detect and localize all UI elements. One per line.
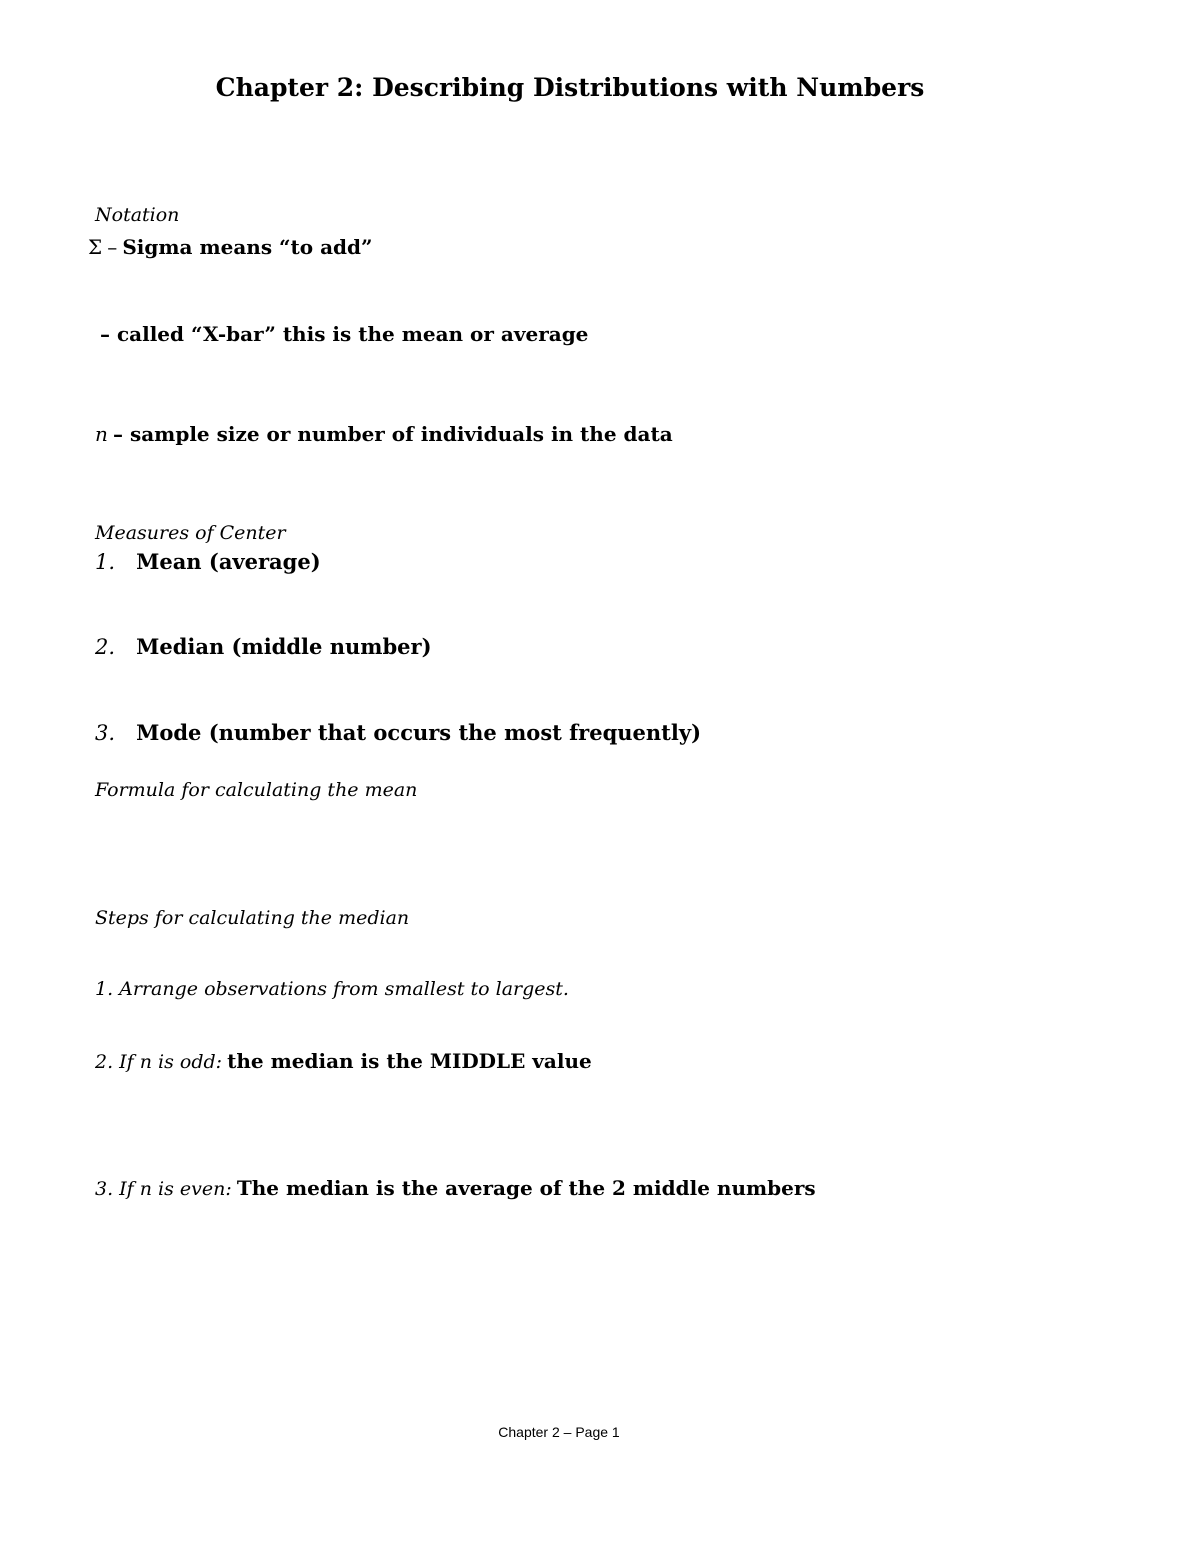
sigma-symbol: Σ xyxy=(88,235,103,259)
measure-text: Median (middle number) xyxy=(136,634,432,659)
page-title: Chapter 2: Describing Distributions with Numbers xyxy=(215,73,925,102)
sigma-dash: – xyxy=(107,235,118,259)
measure-text: Mean (average) xyxy=(136,549,321,574)
n-definition xyxy=(95,420,673,450)
measure-number: 3. xyxy=(95,721,116,745)
step-text: the median is the MIDDLE value xyxy=(227,1049,592,1073)
n-symbol: n xyxy=(95,422,108,446)
xbar-definition: – called “X-bar” this is the mean or average xyxy=(100,322,589,346)
measures-heading: Measures of Center xyxy=(95,522,286,544)
step-text: The median is the average of the 2 middle numbers xyxy=(236,1176,816,1200)
measure-number: 1. xyxy=(95,550,116,574)
measure-item xyxy=(95,719,701,749)
measure-item xyxy=(95,548,321,578)
notation-heading: Notation xyxy=(95,204,180,226)
formula-heading: Formula for calculating the mean xyxy=(95,779,418,801)
measure-number: 2. xyxy=(95,635,116,659)
median-step-1: 1. Arrange observations from smallest to largest. xyxy=(95,978,569,1000)
measure-text: Mode (number that occurs the most frequently) xyxy=(136,720,702,745)
page-footer: Chapter 2 – Page 1 xyxy=(498,1424,620,1440)
median-step-2 xyxy=(95,1047,592,1077)
step-prefix: 3. If n is even: xyxy=(95,1178,232,1200)
n-text: – sample size or number of individuals in the data xyxy=(112,422,673,446)
median-step-3 xyxy=(95,1174,816,1204)
sigma-text: Sigma means “to add” xyxy=(122,235,373,259)
sigma-definition xyxy=(88,233,373,263)
step-prefix: 2. If n is odd: xyxy=(95,1051,223,1073)
measure-item xyxy=(95,633,432,663)
median-steps-heading: Steps for calculating the median xyxy=(95,907,410,929)
